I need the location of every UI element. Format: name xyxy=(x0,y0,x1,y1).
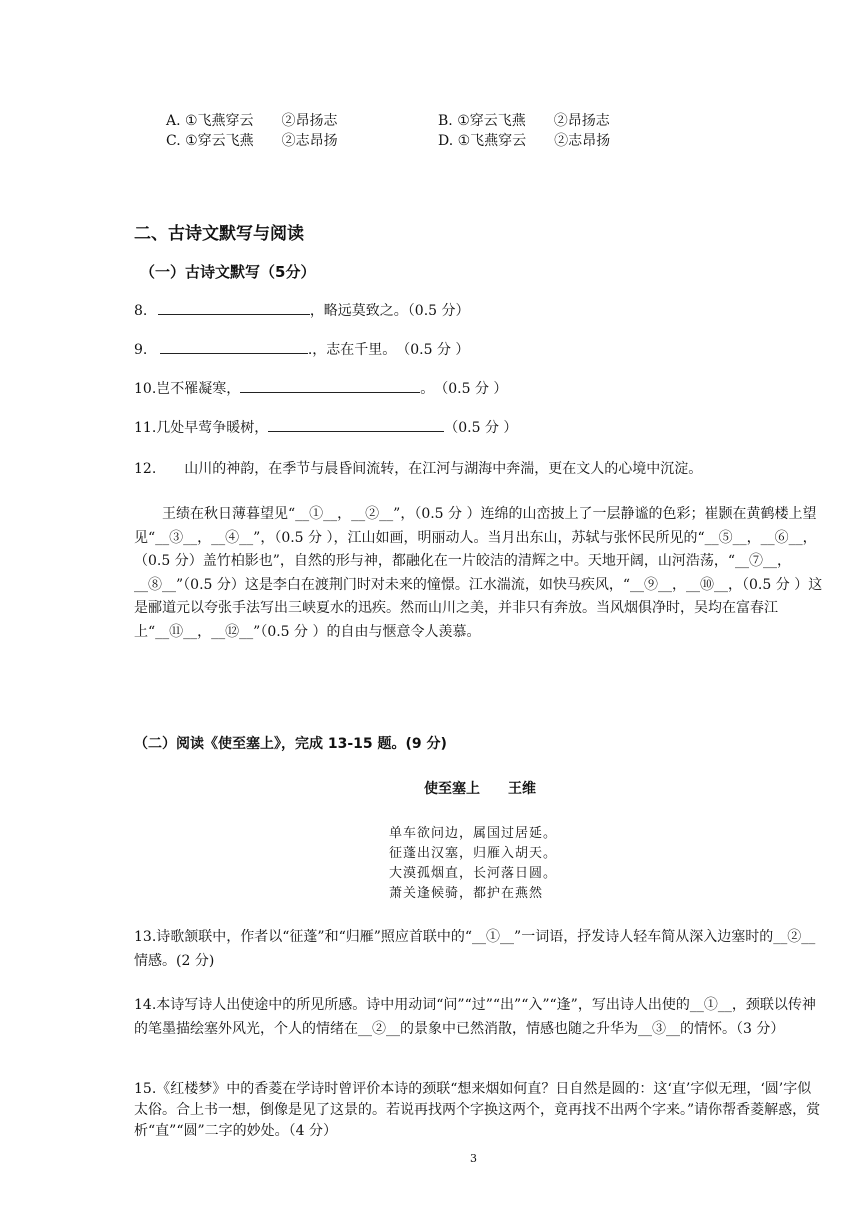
answer-blank[interactable] xyxy=(160,338,308,354)
question-9 xyxy=(134,338,469,359)
poem-line: 单车欲问边，属国过居延。 xyxy=(389,826,558,841)
part1-title: （一）古诗文默写（5分） xyxy=(140,263,316,281)
question-text: .，志在千里。 （0.5 分 ） xyxy=(307,342,470,358)
question-12-intro: 12. 山川的神韵，在季节与晨昏间流转，在江河与湖海中奔湍，更在文人的心境中沉淀。 xyxy=(134,461,703,477)
poem-title: 使至塞上 王维 xyxy=(424,781,536,797)
question-text: 10.岂不罹凝寒， xyxy=(134,381,241,397)
option-b: B. ①穿云飞燕 ②昂扬志 xyxy=(438,113,610,129)
poem-line: 大漠孤烟直，长河落日圆。 xyxy=(389,866,558,881)
question-number: 8. xyxy=(134,303,148,319)
question-number: 9. xyxy=(134,342,148,358)
question-13: 13.诗歌颔联中，作者以“征蓬”和“归雁”照应首联中的“__①__”一词语，抒发诗人轻车简从深入边塞时的__②__情感。(2 分) xyxy=(134,929,816,969)
answer-blank[interactable] xyxy=(268,416,444,432)
option-c: C. ①穿云飞燕 ②志昂扬 xyxy=(166,133,338,149)
question-8 xyxy=(134,299,470,320)
answer-blank[interactable] xyxy=(240,377,420,393)
answer-blank[interactable] xyxy=(158,299,310,315)
part2-title: （二）阅读《使至塞上》，完成 13-15 题。(9 分) xyxy=(134,736,447,752)
question-text: 11.几处早莺争暖树， xyxy=(134,420,269,436)
page-number: 3 xyxy=(470,1152,477,1165)
question-tail: （0.5 分 ） xyxy=(444,420,518,436)
option-d: D. ①飞燕穿云 ②志昂扬 xyxy=(438,133,611,149)
question-15: 15.《红楼梦》中的香菱在学诗时曾评价本诗的颈联“想来烟如何直？日自然是圆的：这‘直’字似无理，‘圆’字似太俗。合上书一想，倒像是见了这景的。若说再找两个字换这两个，竟再找不出两个字来。”请你帮香菱解惑，赏析“直”“圆”二字的妙处。（4 分） xyxy=(134,1081,821,1139)
section-title: 二、古诗文默写与阅读 xyxy=(134,224,304,244)
poem-line: 征蓬出汉塞，归雁入胡天。 xyxy=(389,846,558,861)
option-a: A. ①飞燕穿云 ②昂扬志 xyxy=(166,113,338,129)
question-12-paragraph: 王绩在秋日薄暮望见“__①__，__②__”，（0.5 分 ）连绵的山峦披上了一层静谧的色彩；崔颢在黄鹤楼上望见“__③__，__④__”，（0.5 分 ），江山如画，明丽动人。当月出东山，苏轼与张怀民所见的“__⑤__，__⑥__，（0.5 分）盖竹柏影也”，自然的形与神，都融化在一片皎洁的清辉之中。天地开阔，山河浩荡，“__⑦__，__⑧__”（0.5 分）这是李白在渡荆门时对未来的憧憬。江水湍流，如快马疾风，“__⑨__，__⑩__，（0.5 分 ）这是郦道元以夸张手法写出三峡夏水的迅疾。然而山川之美，并非只有奔放。当风烟俱净时，吴均在富春江上“__⑪__，__⑫__”（0.5 分 ）的自由与惬意令人羡慕。 xyxy=(134,506,823,640)
question-11 xyxy=(134,416,517,437)
question-text: ，略远莫致之。（0.5 分） xyxy=(309,303,470,319)
question-10 xyxy=(134,377,507,398)
question-14: 14.本诗写诗人出使途中的所见所感。诗中用动词“问”“过”“出”“入”“逢”，写出诗人出使的__①__，颈联以传神的笔墨描绘塞外风光，个人的情绪在__②__的景象中已然消散，情感也随之升华为__③__的情怀。（3 分） xyxy=(134,997,816,1037)
question-tail: 。 （0.5 分 ） xyxy=(420,381,508,397)
poem-line: 萧关逢候骑，都护在燕然 xyxy=(389,886,544,901)
